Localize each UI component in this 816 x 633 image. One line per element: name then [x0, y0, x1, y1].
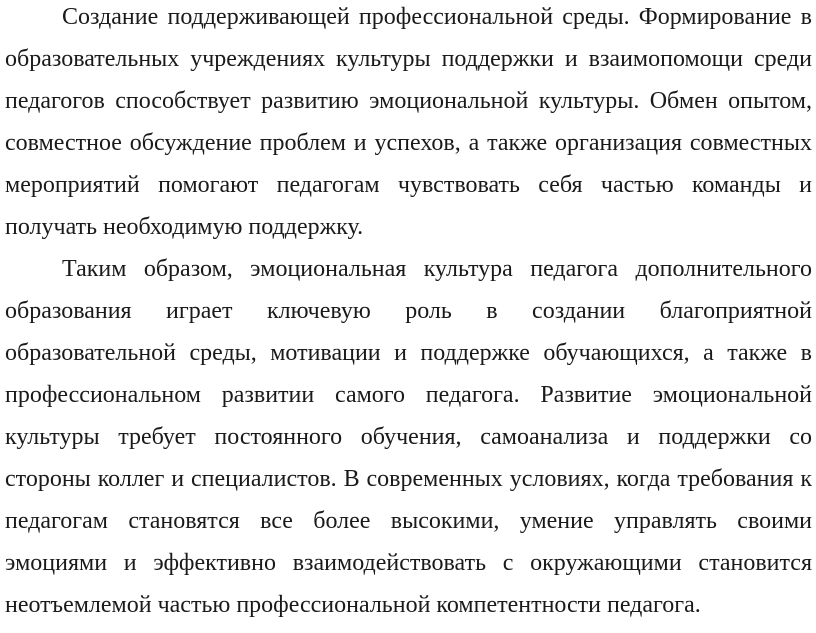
- text-line: образовательных учреждениях культуры поддержки и взаимопомощи среди: [5, 46, 812, 72]
- text-line: образования играет ключевую роль в создании благоприятной: [5, 298, 812, 324]
- text-line: эмоциями и эффективно взаимодействовать с окружающими становится: [5, 550, 812, 576]
- text-line: мероприятий помогают педагогам чувствовать себя частью команды и: [5, 172, 812, 198]
- text-line: педагогам становятся все более высокими, умение управлять своими: [5, 508, 812, 534]
- text-line: профессиональном развитии самого педагога. Развитие эмоциональной: [5, 382, 812, 408]
- text-line: неотъемлемой частью профессиональной компетентности педагога.: [5, 592, 701, 618]
- text-line: Таким образом, эмоциональная культура педагога дополнительного: [62, 256, 812, 282]
- text-line: Создание поддерживающей профессиональной среды. Формирование в: [62, 4, 812, 30]
- text-line: образовательной среды, мотивации и поддержке обучающихся, а также в: [5, 340, 812, 366]
- text-line: стороны коллег и специалистов. В современных условиях, когда требования к: [5, 466, 812, 492]
- text-line: совместное обсуждение проблем и успехов, а также организация совместных: [5, 130, 812, 156]
- text-line: получать необходимую поддержку.: [5, 214, 364, 240]
- paragraph-supportive-environment: [5, 0, 812, 248]
- paragraph-conclusion: [5, 248, 812, 626]
- text-line: педагогов способствует развитию эмоциональной культуры. Обмен опытом,: [5, 88, 812, 114]
- text-line: культуры требует постоянного обучения, самоанализа и поддержки со: [5, 424, 812, 450]
